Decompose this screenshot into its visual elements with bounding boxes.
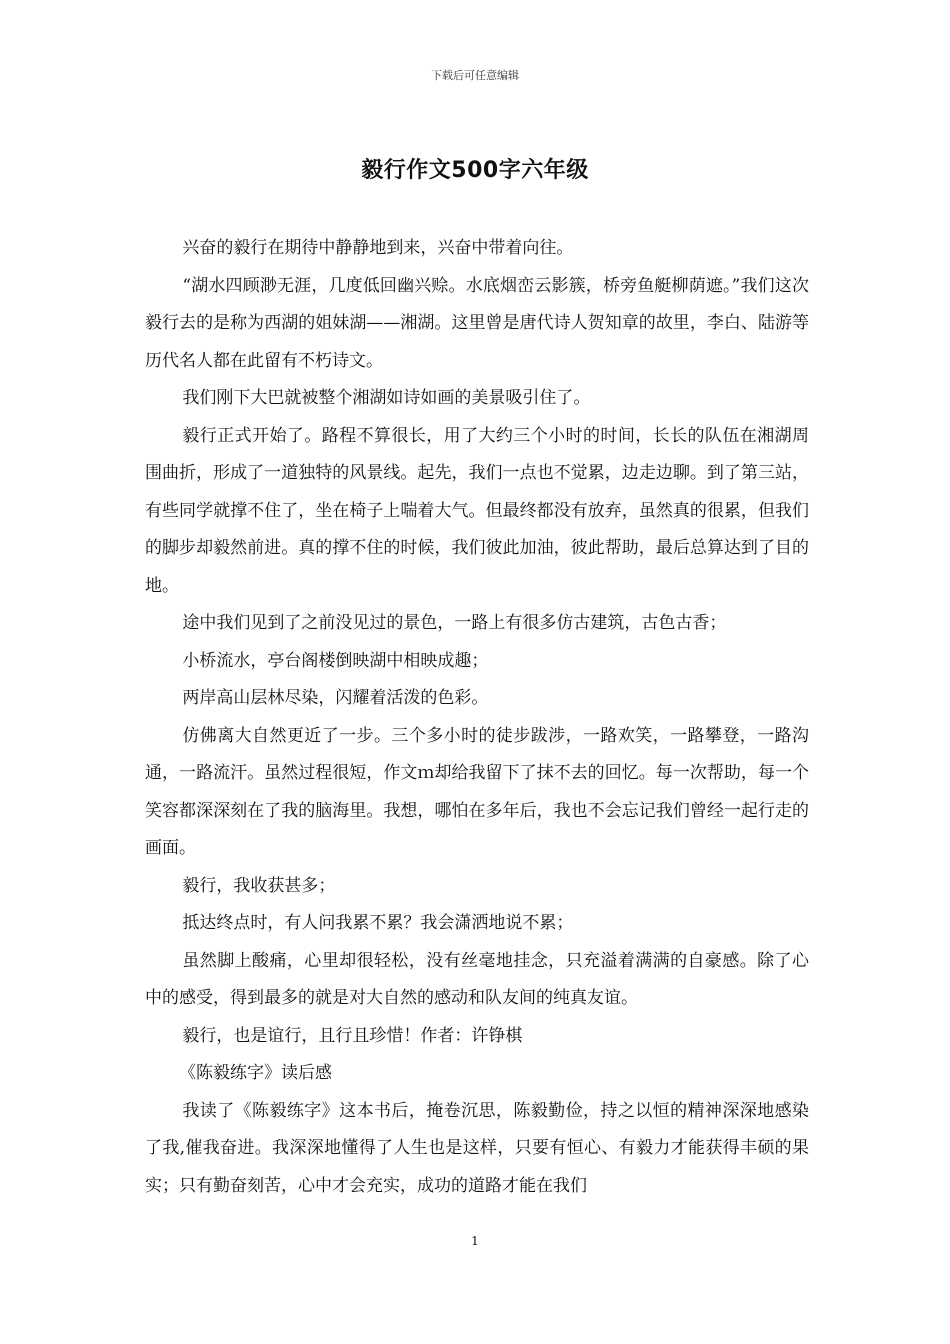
paragraph: 毅行，我收获甚多； [182,875,336,896]
paragraph: 虽然脚上酸痛，心里却很轻松，没有丝毫地挂念，只充溢着满满的自豪感。除了心中的感受，得到最多的就是对大自然的感动和队友间的纯真友谊。 [145,950,809,1008]
page-number: 1 [471,1234,479,1248]
paragraph: “湖水四顾渺无涯，几度低回幽兴赊。水底烟峦云影簇，桥旁鱼艇柳荫遮。”我们这次毅行去的是称为西湖的姐妹湖——湘湖。这里曾是唐代诗人贺知章的故里，李白、陆游等历代名人都在此留有不朽诗文。 [145,275,809,371]
paragraph: 兴奋的毅行在期待中静静地到来，兴奋中带着向往。 [182,238,574,258]
paragraph: 途中我们见到了之前没见过的景色，一路上有很多仿古建筑，古色古香； [182,613,727,633]
paragraph: 仿佛离大自然更近了一步。三个多小时的徒步跋涉，一路欢笑，一路攀登，一路沟通，一路流汗。虽然过程很短，作文ｍ却给我留下了抹不去的回忆。每一次帮助，每一个笑容都深深刻在了我的脑海里。我想，哪怕在多年后，我也不会忘记我们曾经一起行走的画面。 [145,725,809,858]
paragraph: 我读了《陈毅练字》这本书后，掩卷沉思，陈毅勤俭，持之以恒的精神深深地感染了我,催我奋进。我深深地懂得了人生也是这样，只要有恒心、有毅力才能获得丰硕的果实；只有勤奋刻苦，心中才会充实，成功的道路才能在我们 [145,1100,809,1196]
paragraph: 毅行，也是谊行，且行且珍惜！作者：许铮棋 [182,1025,523,1046]
section-heading: 《陈毅练字》读后感 [179,1063,332,1083]
document-title: 毅行作文500字六年级 [361,158,589,183]
paragraph: 毅行正式开始了。路程不算很长，用了大约三个小时的时间，长长的队伍在湘湖周围曲折，形成了一道独特的风景线。起先，我们一点也不觉累，边走边聊。到了第三站，有些同学就撑不住了，坐在椅子上喘着大气。但最终都没有放弃，虽然真的很累，但我们的脚步却毅然前进。真的撑不住的时候，我们彼此加油，彼此帮助，最后总算达到了目的地。 [145,425,809,596]
page-header-note: 下载后可任意编辑 [431,69,519,82]
document-body [145,230,809,1205]
paragraph: 抵达终点时，有人问我累不累？我会潇洒地说不累； [182,913,574,933]
paragraph: 两岸高山层林尽染，闪耀着活泼的色彩。 [182,688,489,708]
paragraph: 小桥流水，亭台阁楼倒映湖中相映成趣； [182,650,489,671]
paragraph: 我们刚下大巴就被整个湘湖如诗如画的美景吸引住了。 [182,388,591,408]
